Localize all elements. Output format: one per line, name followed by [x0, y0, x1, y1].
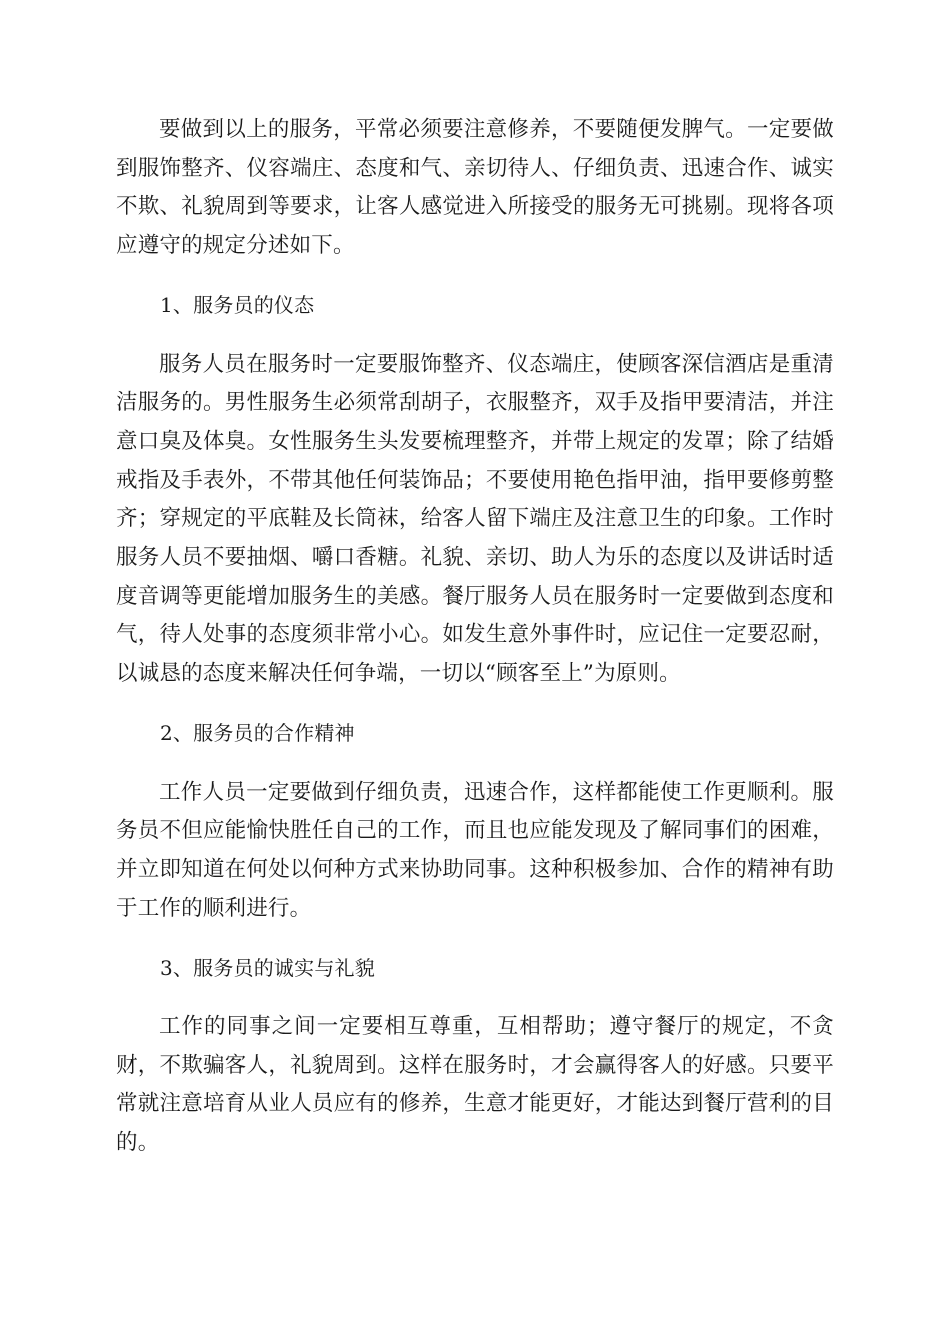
document-page	[116, 111, 834, 1163]
section-heading-demeanor: 1、服务员的仪态	[160, 293, 315, 318]
section-body-cooperation: 工作人员一定要做到仔细负责，迅速合作，这样都能使工作更顺利。服务员不但应能愉快胜任自己的工作，而且也应能发现及了解同事们的困难，并立即知道在何处以何种方式来协助同事。这种积极参加、合作的精神有助于工作的顺利进行。	[116, 779, 834, 921]
section-body-demeanor: 服务人员在服务时一定要服饰整齐、仪态端庄，使顾客深信酒店是重清洁服务的。男性服务生必须常刮胡子，衣服整齐，双手及指甲要清洁，并注意口臭及体臭。女性服务生头发要梳理整齐，并带上规定的发罩；除了结婚戒指及手表外，不带其他任何装饰品；不要使用艳色指甲油，指甲要修剪整齐；穿规定的平底鞋及长筒袜，给客人留下端庄及注意卫生的印象。工作时服务人员不要抽烟、嚼口香糖。礼貌、亲切、助人为乐的态度以及讲话时适度音调等更能增加服务生的美感。餐厅服务人员在服务时一定要做到态度和气，待人处事的态度须非常小心。如发生意外事件时，应记住一定要忍耐，以诚恳的态度来解决任何争端，一切以“顾客至上”为原则。	[116, 351, 834, 687]
intro-paragraph: 要做到以上的服务，平常必须要注意修养，不要随便发脾气。一定要做到服饰整齐、仪容端庄、态度和气、亲切待人、仔细负责、迅速合作、诚实不欺、礼貌周到等要求，让客人感觉进入所接受的服务无可挑剔。现将各项应遵守的规定分述如下。	[116, 117, 834, 259]
section-heading-cooperation: 2、服务员的合作精神	[160, 721, 355, 746]
section-body-honesty: 工作的同事之间一定要相互尊重，互相帮助；遵守餐厅的规定，不贪财，不欺骗客人，礼貌周到。这样在服务时，才会赢得客人的好感。只要平常就注意培育从业人员应有的修养，生意才能更好，才能达到餐厅营利的目的。	[116, 1014, 834, 1156]
section-heading-honesty: 3、服务员的诚实与礼貌	[160, 955, 375, 980]
